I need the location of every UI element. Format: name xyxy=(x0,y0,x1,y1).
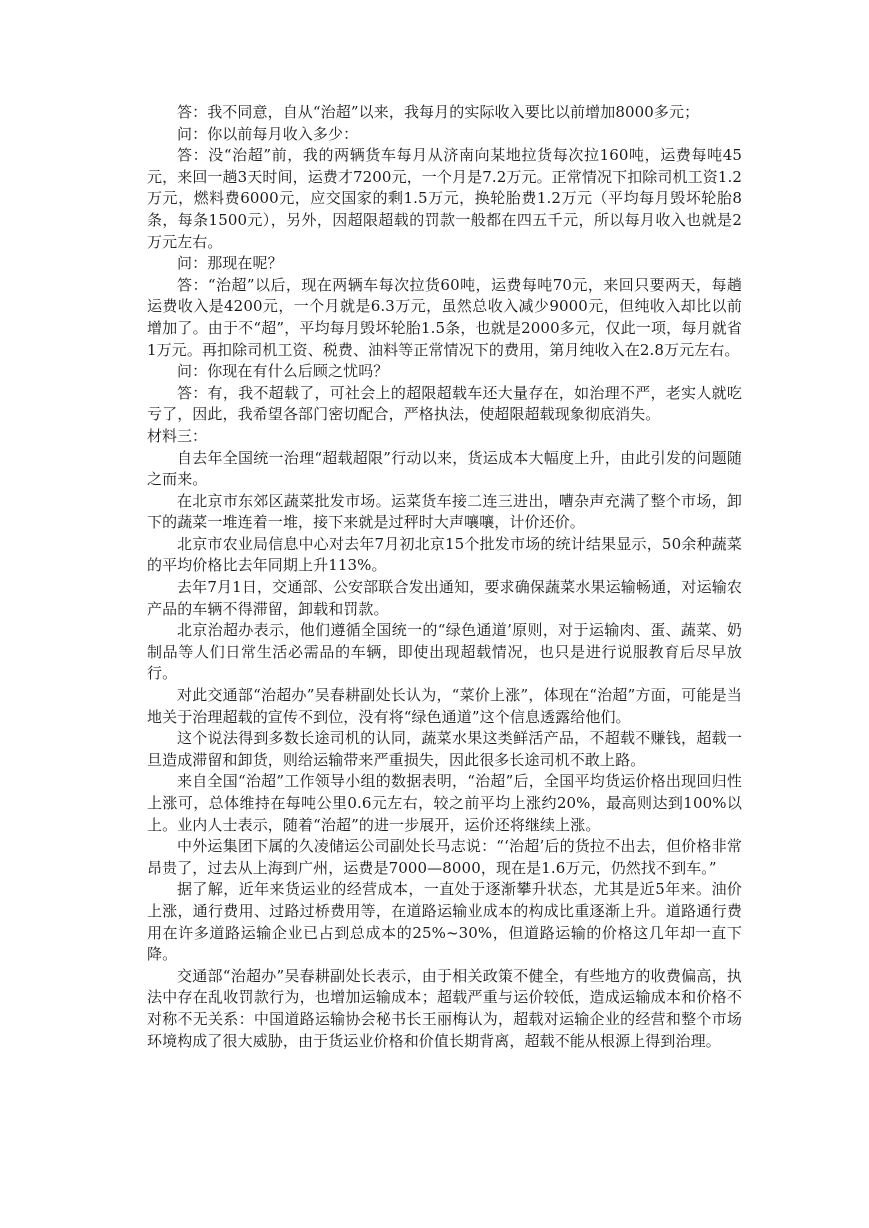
section-paragraph-8: 来自全国“治超”工作领导小组的数据表明，“治超”后，全国平均货运价格出现回归性上涨可，总体维持在每吨公里0.6元左右，较之前平均上涨约20%，最高则达到100%以上。业内人士表示，随着“治超”的进一步展开，运价还将继续上涨。 xyxy=(147,772,742,834)
section-heading: 材料三： xyxy=(147,426,208,445)
section-paragraph-11: 交通部“治超办”吴春耕副处长表示，由于相关政策不健全，有些地方的收费偏高，执法中存在乱收罚款行为，也增加运输成本；超载严重与运价较低，造成运输成本和价格不对称不无关系：中国道路运输协会秘书长王丽梅认为，超载对运输企业的经营和整个市场环境构成了很大威胁，由于货运业价格和价值长期背离，超载不能从根源上得到治理。 xyxy=(147,966,742,1050)
interview-question-2: 问：那现在呢？ xyxy=(177,254,283,273)
interview-answer-2: 答：没“治超”前，我的两辆货车每月从济南向某地拉货每次拉160吨，运费每吨45元，来回一趟3天时间，运费才7200元，一个月是7.2万元。正常情况下扣除司机工资1.2万元，燃料费6000元，应交国家的剩1.5万元，换轮胎费1.2万元（平均每月毁坏轮胎8条，每条1500元），另外，因超限超载的罚款一般都在四五千元，所以每月收入也就是2万元左右。 xyxy=(147,146,742,251)
section-paragraph-3: 北京市农业局信息中心对去年7月初北京15个批发市场的统计结果显示，50余种蔬菜的平均价格比去年同期上升113%。 xyxy=(147,534,742,575)
section-paragraph-6: 对此交通部“治超办”吴春耕副处长认为，“菜价上涨”，体现在“治超”方面，可能是当地关于治理超载的宣传不到位，没有将“绿色通道”这个信息透露给他们。 xyxy=(147,686,742,726)
interview-question-1: 问：你以前每月收入多少： xyxy=(177,124,359,143)
interview-answer-3: 答：“治超”以后，现在两辆车每次拉货60吨，运费每吨70元，来回只要两天，每趟运费收入是4200元，一个月就是6.3万元，虽然总收入减少9000元，但纯收入却比以前增加了。由于不“超”，平均每月毁坏轮胎1.5条，也就是2000多元，仅此一项，每月就省1万元。再扣除司机工资、税费、油料等正常情况下的费用，第月纯收入在2.8万元左右。 xyxy=(147,275,742,359)
section-paragraph-5: 北京治超办表示，他们遵循全国统一的“绿色通道’原则，对于运输肉、蛋、蔬菜、奶制品等人们日常生活必需品的车辆，即使出现超载情况，也只是进行说服教育后尽早放行。 xyxy=(147,621,742,683)
interview-question-3: 问：你现在有什么后顾之忧吗？ xyxy=(177,362,389,381)
section-paragraph-2: 在北京市东郊区蔬菜批发市场。运菜货车接二连三进出，嘈杂声充满了整个市场，卸下的蔬菜一堆连着一堆，接下来就是过秤时大声嚷嚷，计价还价。 xyxy=(147,491,742,532)
document-page xyxy=(147,102,742,1052)
section-paragraph-10: 据了解，近年来货运业的经营成本，一直处于逐渐攀升状态，尤其是近5年来。油价上涨，通行费用、过路过桥费用等，在道路运输业成本的构成比重逐渐上升。道路通行费用在许多道路运输企业已占到总成本的25%~30%，但道路运输的价格这几年却一直下降。 xyxy=(147,880,742,964)
interview-answer-4: 答：有，我不超载了，可社会上的超限超载车还大量存在，如治理不严，老实人就吃亏了，因此，我希望各部门密切配合，严格执法，使超限超载现象彻底消失。 xyxy=(147,383,742,424)
section-paragraph-9: 中外运集团下属的久凌储运公司副处长马志说：“‘治超’后的货拉不出去，但价格非常昂贵了，过去从上海到广州，运费是7000—8000，现在是1.6万元，仍然找不到车。” xyxy=(147,837,742,877)
section-paragraph-7: 这个说法得到多数长途司机的认同，蔬菜水果这类鲜活产品，不超载不赚钱，超载一旦造成滞留和卸货，则给运输带来严重损失，因此很多长途司机不敢上路。 xyxy=(147,729,742,769)
interview-answer-1: 答：我不同意，自从“治超”以来，我每月的实际收入要比以前增加8000多元； xyxy=(177,103,700,121)
section-paragraph-1: 自去年全国统一治理“超载超限”行动以来，货运成本大幅度上升，由此引发的问题随之而来。 xyxy=(147,448,742,489)
section-paragraph-4: 去年7月1日，交通部、公安部联合发出通知，要求确保蔬菜水果运输畅通，对运输农产品的车辆不得滞留，卸载和罚款。 xyxy=(147,578,742,618)
